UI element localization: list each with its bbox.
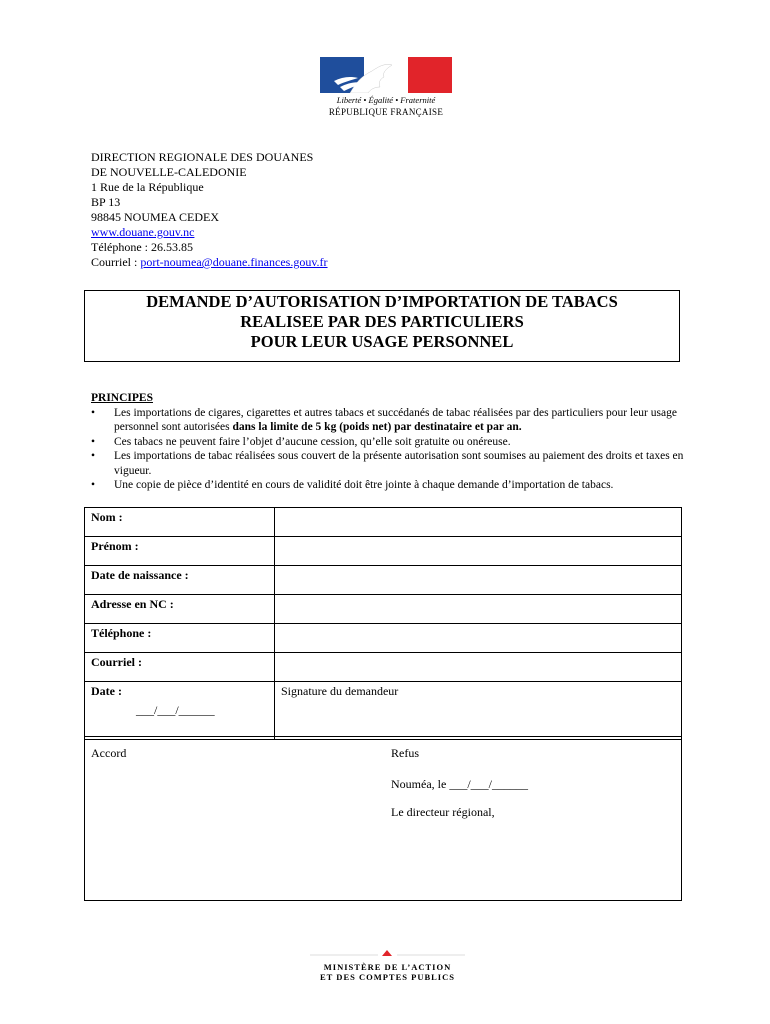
table-row [85,537,682,566]
adresse-label: Adresse en NC : [85,595,275,624]
title-line-2: REALISEE PAR DES PARTICULIERS [240,312,524,331]
telephone-label: Téléphone : [85,624,275,653]
place-date-line: Nouméa, le ___/___/______ [391,777,528,791]
bullet-icon: • [91,479,96,491]
bullet-icon: • [91,406,96,419]
website-link[interactable]: www.douane.gouv.nc [91,225,195,239]
republic-name: RÉPUBLIQUE FRANÇAISE [328,107,444,117]
nom-field[interactable] [275,508,682,537]
table-row [85,595,682,624]
republic-motto: Liberté • Égalité • Fraternité [336,95,436,105]
principle-text: Les importations de tabac réalisées sous couvert de la présente autorisation sont soumises au paiement des droits et taxes en vigueur. [114,450,684,477]
marianne-flag-icon [320,57,452,93]
address-line: 98845 NOUMEA CEDEX [91,210,219,224]
prenom-label: Prénom : [85,537,275,566]
accord-label: Accord [91,746,127,760]
director-signature-label: Le directeur régional, [391,805,495,819]
principle-text: Ces tabacs ne peuvent faire l’objet d’aucune cession, qu’elle soit gratuite ou onéreuse. [114,435,511,448]
list-item [91,449,691,478]
email-line [91,255,328,270]
ministry-emblem-icon [300,949,475,957]
principle-text: Une copie de pièce d’identité en cours de validité doit être jointe à chaque demande d’importation de tabacs. [114,479,614,491]
address-line: DIRECTION REGIONALE DES DOUANES [91,150,314,164]
address-line: 1 Rue de la République [91,180,204,194]
table-row [85,566,682,595]
adresse-field[interactable] [275,595,682,624]
date-blank-field[interactable]: ___/___/______ [136,703,215,717]
ministry-name-line-1: MINISTÈRE DE L’ACTION [323,962,452,972]
signature-label: Signature du demandeur [281,684,399,698]
address-line: BP 13 [91,195,121,209]
address-block [91,150,328,270]
courriel-field[interactable] [275,653,682,682]
list-item [91,406,691,435]
principle-text: Les importations de cigares, cigarettes et autres tabacs et succédanés de tabac réalisées par des particuliers pour leur usage personnel sont autorisées [114,406,677,433]
date-cell [85,682,275,740]
table-row [85,653,682,682]
prenom-field[interactable] [275,537,682,566]
list-item [91,478,691,493]
email-link[interactable]: port-noumea@douane.finances.gouv.fr [140,255,328,269]
signature-field[interactable] [275,682,682,740]
document-title-box [84,290,680,362]
ministry-name-line-2: ET DES COMPTES PUBLICS [320,972,455,982]
email-label: Courriel : [91,255,141,269]
date-naissance-field[interactable] [275,566,682,595]
list-item [91,435,691,450]
ministry-logo [300,944,475,982]
applicant-form-table [84,507,682,740]
date-naissance-label: Date de naissance : [85,566,275,595]
decision-box [84,736,682,901]
refus-label: Refus [391,746,419,760]
date-label: Date : [91,684,122,698]
address-line: DE NOUVELLE-CALEDONIE [91,165,247,179]
principles-heading: PRINCIPES [91,392,153,404]
principles-section [91,391,691,493]
republique-francaise-logo [318,57,454,121]
principle-bold-text: dans la limite de 5 kg (poids net) par destinataire et par an. [232,421,522,433]
table-row [85,624,682,653]
telephone-field[interactable] [275,624,682,653]
table-row [85,508,682,537]
bullet-icon: • [91,450,96,462]
principles-list [91,406,691,493]
phone-line: Téléphone : 26.53.85 [91,240,193,254]
bullet-icon: • [91,435,96,448]
nom-label: Nom : [85,508,275,537]
title-line-3: POUR LEUR USAGE PERSONNEL [250,332,514,351]
courriel-label: Courriel : [85,653,275,682]
table-row [85,682,682,740]
title-line-1: DEMANDE D’AUTORISATION D’IMPORTATION DE TABACS [146,292,618,311]
